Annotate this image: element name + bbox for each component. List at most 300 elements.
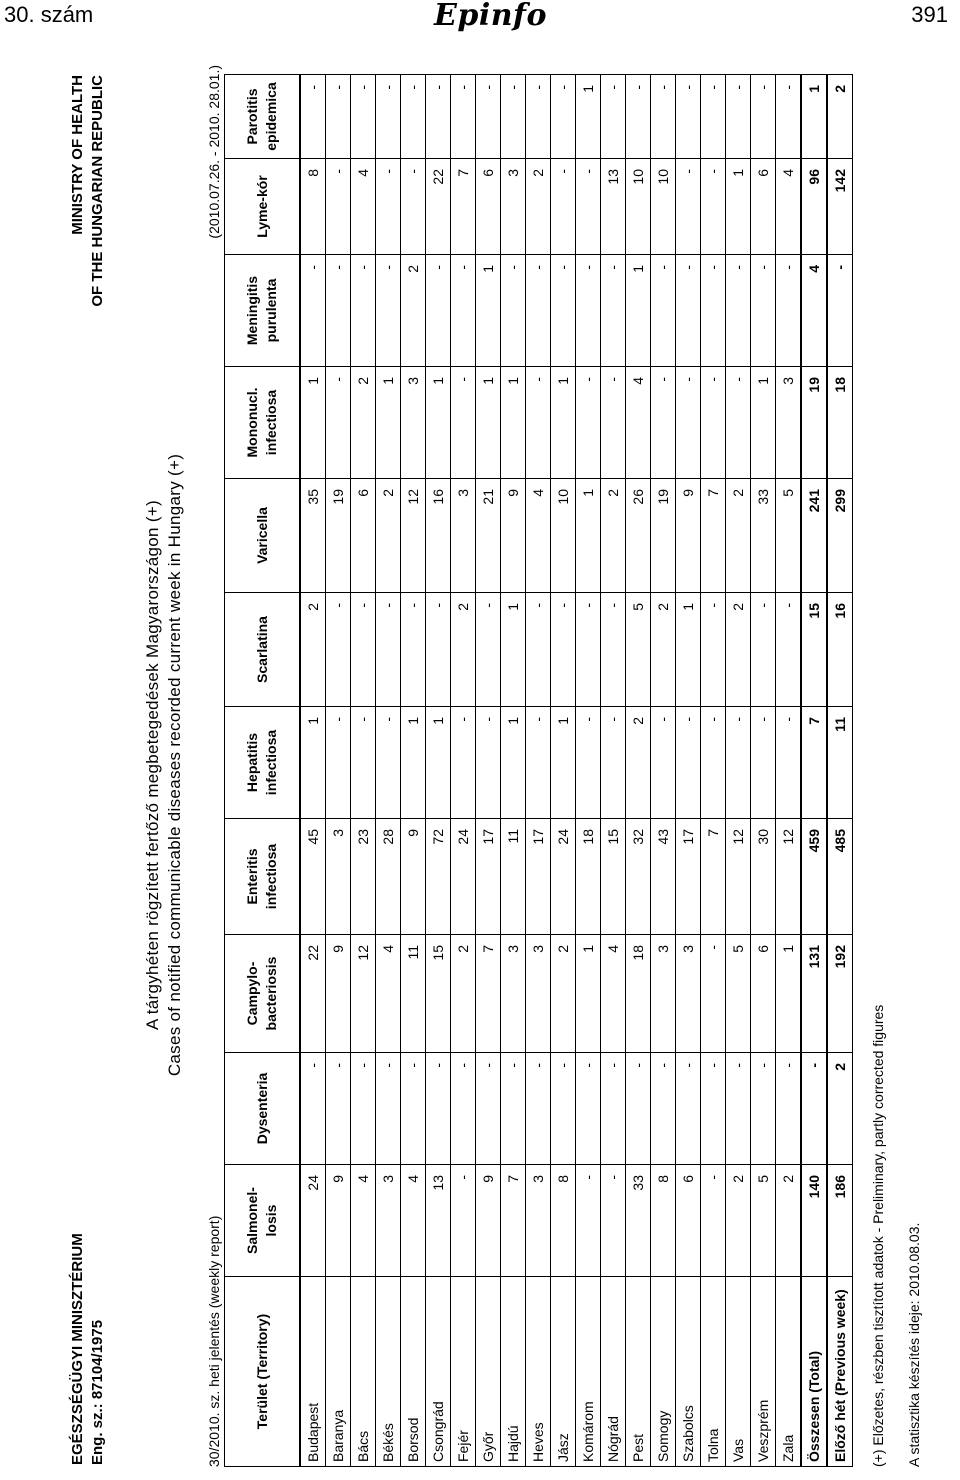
column-header-line: infectiosa — [263, 389, 279, 456]
count-cell: 1 — [476, 255, 501, 367]
column-header-line: Varicella — [253, 507, 270, 564]
count-cell: 10 — [551, 479, 576, 593]
column-header — [225, 1277, 301, 1467]
count-cell: - — [701, 1053, 726, 1165]
table-row — [576, 75, 601, 1467]
count-cell: 4 — [401, 1165, 426, 1277]
count-cell: - — [651, 1053, 676, 1165]
column-header-line: epidemica — [263, 82, 279, 151]
count-cell: 12 — [726, 819, 751, 935]
count-cell: - — [501, 1053, 526, 1165]
count-cell: - — [551, 159, 576, 255]
count-cell: - — [576, 367, 601, 479]
count-cell: 22 — [300, 935, 326, 1053]
count-cell: - — [351, 75, 376, 159]
count-cell: 3 — [776, 367, 802, 479]
count-cell: 22 — [426, 159, 451, 255]
footnote: (+) Előzetes, részben tisztított adatok - Preliminary, partly corrected figures — [870, 1004, 886, 1467]
count-cell: 26 — [626, 479, 651, 593]
count-cell: 3 — [376, 1165, 401, 1277]
count-cell: - — [526, 255, 551, 367]
creation-date: A statisztika készítés ideje: 2010.08.03. — [906, 1222, 922, 1467]
count-cell: 1 — [426, 707, 451, 819]
table-row — [326, 75, 351, 1467]
rotated-report — [30, 55, 930, 1475]
count-cell: - — [651, 255, 676, 367]
column-header-line: Enteritis — [244, 848, 260, 905]
count-cell: - — [551, 75, 576, 159]
count-cell: 1 — [776, 935, 802, 1053]
count-cell: - — [300, 75, 326, 159]
count-cell: 3 — [401, 367, 426, 479]
territory-cell: Vas — [726, 1277, 751, 1467]
territory-cell: Pest — [626, 1277, 651, 1467]
count-cell: 3 — [501, 159, 526, 255]
count-cell: 43 — [651, 819, 676, 935]
count-cell: 142 — [827, 159, 853, 255]
count-cell: - — [776, 75, 802, 159]
issue-number: 30. szám — [4, 2, 94, 27]
column-header-line: Hepatitis — [244, 732, 260, 793]
count-cell: - — [751, 1053, 776, 1165]
column-header — [225, 255, 301, 367]
count-cell: - — [526, 707, 551, 819]
count-cell: - — [551, 255, 576, 367]
column-header-line: bacteriosis — [263, 956, 279, 1031]
count-cell: - — [801, 1053, 827, 1165]
count-cell: - — [451, 255, 476, 367]
count-cell: 1 — [401, 707, 426, 819]
table-row — [751, 75, 776, 1467]
count-cell: - — [401, 593, 426, 707]
count-cell: - — [576, 159, 601, 255]
table-row — [626, 75, 651, 1467]
count-cell: - — [326, 255, 351, 367]
count-cell: 18 — [576, 819, 601, 935]
count-cell: 96 — [801, 159, 827, 255]
count-cell: - — [751, 255, 776, 367]
count-cell: - — [576, 1053, 601, 1165]
count-cell: 3 — [526, 935, 551, 1053]
count-cell: - — [326, 593, 351, 707]
count-cell: - — [326, 75, 351, 159]
count-cell: - — [701, 935, 726, 1053]
count-cell: 32 — [626, 819, 651, 935]
ministry-name-en-line1: MINISTRY OF HEALTH — [69, 75, 86, 235]
count-cell: - — [576, 1165, 601, 1277]
count-cell: - — [827, 255, 853, 367]
column-header — [225, 593, 301, 707]
count-cell: - — [451, 367, 476, 479]
count-cell: - — [601, 593, 626, 707]
column-header-line: Mononucl. — [244, 387, 260, 458]
territory-cell: Csongrád — [426, 1277, 451, 1467]
count-cell: 33 — [751, 479, 776, 593]
count-cell: - — [676, 367, 701, 479]
count-cell: 9 — [401, 819, 426, 935]
count-cell: 28 — [376, 819, 401, 935]
territory-cell: Szabolcs — [676, 1277, 701, 1467]
count-cell: 2 — [726, 1165, 751, 1277]
count-cell: - — [701, 75, 726, 159]
count-cell: - — [701, 367, 726, 479]
disease-table — [224, 74, 853, 1467]
count-cell: 11 — [827, 707, 853, 819]
count-cell: - — [351, 1053, 376, 1165]
count-cell: 35 — [300, 479, 326, 593]
count-cell: 3 — [451, 479, 476, 593]
count-cell: 16 — [426, 479, 451, 593]
count-cell: - — [451, 1165, 476, 1277]
column-header — [225, 1165, 301, 1277]
count-cell: 1 — [801, 75, 827, 159]
count-cell: 1 — [576, 479, 601, 593]
count-cell: - — [676, 255, 701, 367]
count-cell: - — [476, 1053, 501, 1165]
count-cell: 1 — [501, 707, 526, 819]
count-cell: 2 — [401, 255, 426, 367]
count-cell: - — [726, 255, 751, 367]
territory-cell: Borsod — [401, 1277, 426, 1467]
column-header-line: Meningitis — [244, 275, 260, 346]
count-cell: - — [651, 75, 676, 159]
count-cell: 24 — [451, 819, 476, 935]
count-cell: - — [351, 593, 376, 707]
column-header — [225, 935, 301, 1053]
count-cell: 241 — [801, 479, 827, 593]
count-cell: 2 — [651, 593, 676, 707]
column-header-line: infectiosa — [263, 729, 279, 796]
count-cell: 13 — [426, 1165, 451, 1277]
count-cell: - — [676, 159, 701, 255]
count-cell: 2 — [526, 159, 551, 255]
count-cell: 19 — [801, 367, 827, 479]
count-cell: 1 — [626, 255, 651, 367]
count-cell: 10 — [651, 159, 676, 255]
count-cell: 299 — [827, 479, 853, 593]
count-cell: - — [701, 1165, 726, 1277]
count-cell: - — [351, 255, 376, 367]
count-cell: 1 — [376, 367, 401, 479]
count-cell: 1 — [551, 707, 576, 819]
count-cell: - — [576, 593, 601, 707]
territory-cell: Somogy — [651, 1277, 676, 1467]
count-cell: 7 — [451, 159, 476, 255]
territory-cell: Budapest — [300, 1277, 326, 1467]
column-header-line: Campylo- — [244, 961, 260, 1026]
count-cell: - — [726, 367, 751, 479]
count-cell: 7 — [501, 1165, 526, 1277]
column-header — [225, 479, 301, 593]
count-cell: - — [326, 367, 351, 479]
count-cell: 24 — [551, 819, 576, 935]
count-cell: - — [426, 255, 451, 367]
table-row — [376, 75, 401, 1467]
territory-cell: Tolna — [701, 1277, 726, 1467]
count-cell: 1 — [501, 593, 526, 707]
count-cell: - — [526, 75, 551, 159]
count-cell: 30 — [751, 819, 776, 935]
count-cell: 4 — [776, 159, 802, 255]
count-cell: 72 — [426, 819, 451, 935]
count-cell: 4 — [526, 479, 551, 593]
count-cell: - — [726, 1053, 751, 1165]
count-cell: 1 — [551, 367, 576, 479]
ministry-hu — [68, 1233, 108, 1465]
count-cell: 4 — [351, 1165, 376, 1277]
table-row — [476, 75, 501, 1467]
count-cell: 9 — [676, 479, 701, 593]
count-cell: 19 — [326, 479, 351, 593]
table-row — [726, 75, 751, 1467]
table-row — [401, 75, 426, 1467]
count-cell: 131 — [801, 935, 827, 1053]
count-cell: 186 — [827, 1165, 853, 1277]
territory-cell: Fejér — [451, 1277, 476, 1467]
count-cell: 10 — [626, 159, 651, 255]
count-cell: 11 — [401, 935, 426, 1053]
count-cell: - — [776, 255, 802, 367]
count-cell: - — [476, 593, 501, 707]
territory-cell: Zala — [776, 1277, 802, 1467]
territory-cell: Győr — [476, 1277, 501, 1467]
count-cell: - — [376, 75, 401, 159]
count-cell: - — [401, 159, 426, 255]
table-row — [601, 75, 626, 1467]
count-cell: 3 — [326, 819, 351, 935]
count-cell: 2 — [626, 707, 651, 819]
count-cell: 2 — [351, 367, 376, 479]
count-cell: 8 — [651, 1165, 676, 1277]
count-cell: 12 — [776, 819, 802, 935]
count-cell: 15 — [601, 819, 626, 935]
table-row — [651, 75, 676, 1467]
column-header-line: Scarlatina — [253, 616, 270, 683]
count-cell: - — [601, 707, 626, 819]
count-cell: - — [300, 1053, 326, 1165]
title-english: Cases of notified communicable diseases recorded current week in Hungary (+) — [165, 453, 184, 1077]
count-cell: - — [526, 367, 551, 479]
count-cell: - — [676, 707, 701, 819]
territory-cell: Bács — [351, 1277, 376, 1467]
table-row — [351, 75, 376, 1467]
table-row — [426, 75, 451, 1467]
count-cell: 21 — [476, 479, 501, 593]
count-cell: 1 — [300, 367, 326, 479]
count-cell: - — [701, 255, 726, 367]
count-cell: - — [651, 707, 676, 819]
ministry-name-hu: EGÉSZSÉGÜGYI MINISZTÉRIUM — [69, 1233, 86, 1465]
count-cell: - — [651, 367, 676, 479]
table-row — [501, 75, 526, 1467]
column-header-line: Salmonel- — [244, 1187, 260, 1254]
table-row — [776, 75, 802, 1467]
territory-cell: Előző hét (Previous week) — [827, 1277, 853, 1467]
column-header — [225, 1053, 301, 1165]
count-cell: - — [676, 75, 701, 159]
count-cell: - — [526, 593, 551, 707]
count-cell: 1 — [726, 159, 751, 255]
column-header-line: purulenta — [263, 278, 279, 343]
count-cell: - — [376, 1053, 401, 1165]
count-cell: 3 — [676, 935, 701, 1053]
territory-cell: Jász — [551, 1277, 576, 1467]
table-row — [526, 75, 551, 1467]
count-cell: - — [776, 707, 802, 819]
count-cell: 24 — [300, 1165, 326, 1277]
count-cell: - — [426, 1053, 451, 1165]
count-cell: - — [726, 707, 751, 819]
count-cell: 5 — [626, 593, 651, 707]
count-cell: - — [376, 159, 401, 255]
count-cell: - — [426, 75, 451, 159]
count-cell: 2 — [376, 479, 401, 593]
count-cell: - — [326, 159, 351, 255]
count-cell: - — [300, 255, 326, 367]
count-cell: 15 — [426, 935, 451, 1053]
count-cell: 9 — [326, 935, 351, 1053]
count-cell: - — [476, 75, 501, 159]
count-cell: 45 — [300, 819, 326, 935]
territory-cell: Komárom — [576, 1277, 601, 1467]
count-cell: 4 — [601, 935, 626, 1053]
table-row — [551, 75, 576, 1467]
count-cell: - — [726, 75, 751, 159]
count-cell: - — [576, 707, 601, 819]
count-cell: - — [751, 707, 776, 819]
column-header — [225, 75, 301, 159]
registration-number: Eng. sz.: 87104/1975 — [89, 1319, 106, 1465]
count-cell: 18 — [827, 367, 853, 479]
count-cell: - — [751, 75, 776, 159]
count-cell: 192 — [827, 935, 853, 1053]
territory-cell: Hajdú — [501, 1277, 526, 1467]
count-cell: 9 — [501, 479, 526, 593]
count-cell: 2 — [827, 1053, 853, 1165]
count-cell: - — [601, 255, 626, 367]
table-row — [451, 75, 476, 1467]
table-row — [701, 75, 726, 1467]
count-cell: 1 — [501, 367, 526, 479]
column-header-line: infectiosa — [263, 843, 279, 910]
count-cell: - — [601, 1165, 626, 1277]
count-cell: 2 — [827, 75, 853, 159]
total-row — [801, 75, 827, 1467]
column-header-line: Terület (Territory) — [253, 1313, 270, 1430]
territory-cell: Baranya — [326, 1277, 351, 1467]
count-cell: 2 — [726, 593, 751, 707]
count-cell: 7 — [476, 935, 501, 1053]
count-cell: 11 — [501, 819, 526, 935]
territory-cell: Összesen (Total) — [801, 1277, 827, 1467]
count-cell: - — [376, 593, 401, 707]
count-cell: 1 — [476, 367, 501, 479]
count-cell: 8 — [551, 1165, 576, 1277]
count-cell: - — [326, 1053, 351, 1165]
count-cell: 19 — [651, 479, 676, 593]
count-cell: 3 — [501, 935, 526, 1053]
count-cell: - — [476, 707, 501, 819]
count-cell: 2 — [601, 479, 626, 593]
count-cell: - — [776, 593, 802, 707]
count-cell: 12 — [351, 935, 376, 1053]
column-header-line: Lyme-kór — [253, 175, 270, 238]
count-cell: - — [526, 1053, 551, 1165]
count-cell: 5 — [751, 1165, 776, 1277]
table-row — [300, 75, 326, 1467]
count-cell: - — [626, 1053, 651, 1165]
count-cell: 23 — [351, 819, 376, 935]
count-cell: 4 — [351, 159, 376, 255]
count-cell: - — [776, 1053, 802, 1165]
count-cell: 4 — [801, 255, 827, 367]
count-cell: 4 — [376, 935, 401, 1053]
count-cell: - — [376, 255, 401, 367]
count-cell: 1 — [751, 367, 776, 479]
count-cell: 6 — [751, 935, 776, 1053]
count-cell: 3 — [526, 1165, 551, 1277]
column-header-line: Parotitis — [244, 88, 260, 145]
table-row — [676, 75, 701, 1467]
title-hungarian: A tárgyhéten rögzített fertőző megbetegedések Magyarországon (+) — [143, 500, 162, 1030]
count-cell: 2 — [726, 479, 751, 593]
brand-logo: Epinfo — [434, 0, 547, 33]
count-cell: 6 — [751, 159, 776, 255]
count-cell: - — [451, 707, 476, 819]
count-cell: 3 — [651, 935, 676, 1053]
count-cell: 8 — [300, 159, 326, 255]
column-header — [225, 819, 301, 935]
count-cell: 2 — [451, 593, 476, 707]
count-cell: 16 — [827, 593, 853, 707]
territory-cell: Veszprém — [751, 1277, 776, 1467]
count-cell: 12 — [401, 479, 426, 593]
count-cell: 9 — [476, 1165, 501, 1277]
count-cell: 1 — [676, 593, 701, 707]
count-cell: 18 — [626, 935, 651, 1053]
count-cell: - — [551, 593, 576, 707]
count-cell: - — [451, 1053, 476, 1165]
count-cell: - — [326, 707, 351, 819]
table-header-row — [225, 75, 301, 1467]
column-header-line: losis — [263, 1204, 279, 1237]
count-cell: 5 — [776, 479, 802, 593]
territory-cell: Heves — [526, 1277, 551, 1467]
count-cell: - — [601, 1053, 626, 1165]
count-cell: 2 — [451, 935, 476, 1053]
count-cell: - — [501, 75, 526, 159]
ministry-name-en-line2: OF THE HUNGARIAN REPUBLIC — [89, 75, 106, 307]
count-cell: 7 — [701, 819, 726, 935]
count-cell: 4 — [626, 367, 651, 479]
count-cell: 485 — [827, 819, 853, 935]
count-cell: 1 — [300, 707, 326, 819]
count-cell: 6 — [476, 159, 501, 255]
count-cell: - — [601, 75, 626, 159]
count-cell: 1 — [576, 75, 601, 159]
count-cell: 459 — [801, 819, 827, 935]
count-cell: 17 — [476, 819, 501, 935]
count-cell: 2 — [551, 935, 576, 1053]
ministry-en — [68, 75, 108, 307]
column-header-line: Dysenteria — [253, 1072, 270, 1145]
count-cell: 5 — [726, 935, 751, 1053]
count-cell: 1 — [426, 367, 451, 479]
count-cell: 17 — [526, 819, 551, 935]
count-cell: - — [401, 75, 426, 159]
territory-cell: Nógrád — [601, 1277, 626, 1467]
column-header — [225, 159, 301, 255]
